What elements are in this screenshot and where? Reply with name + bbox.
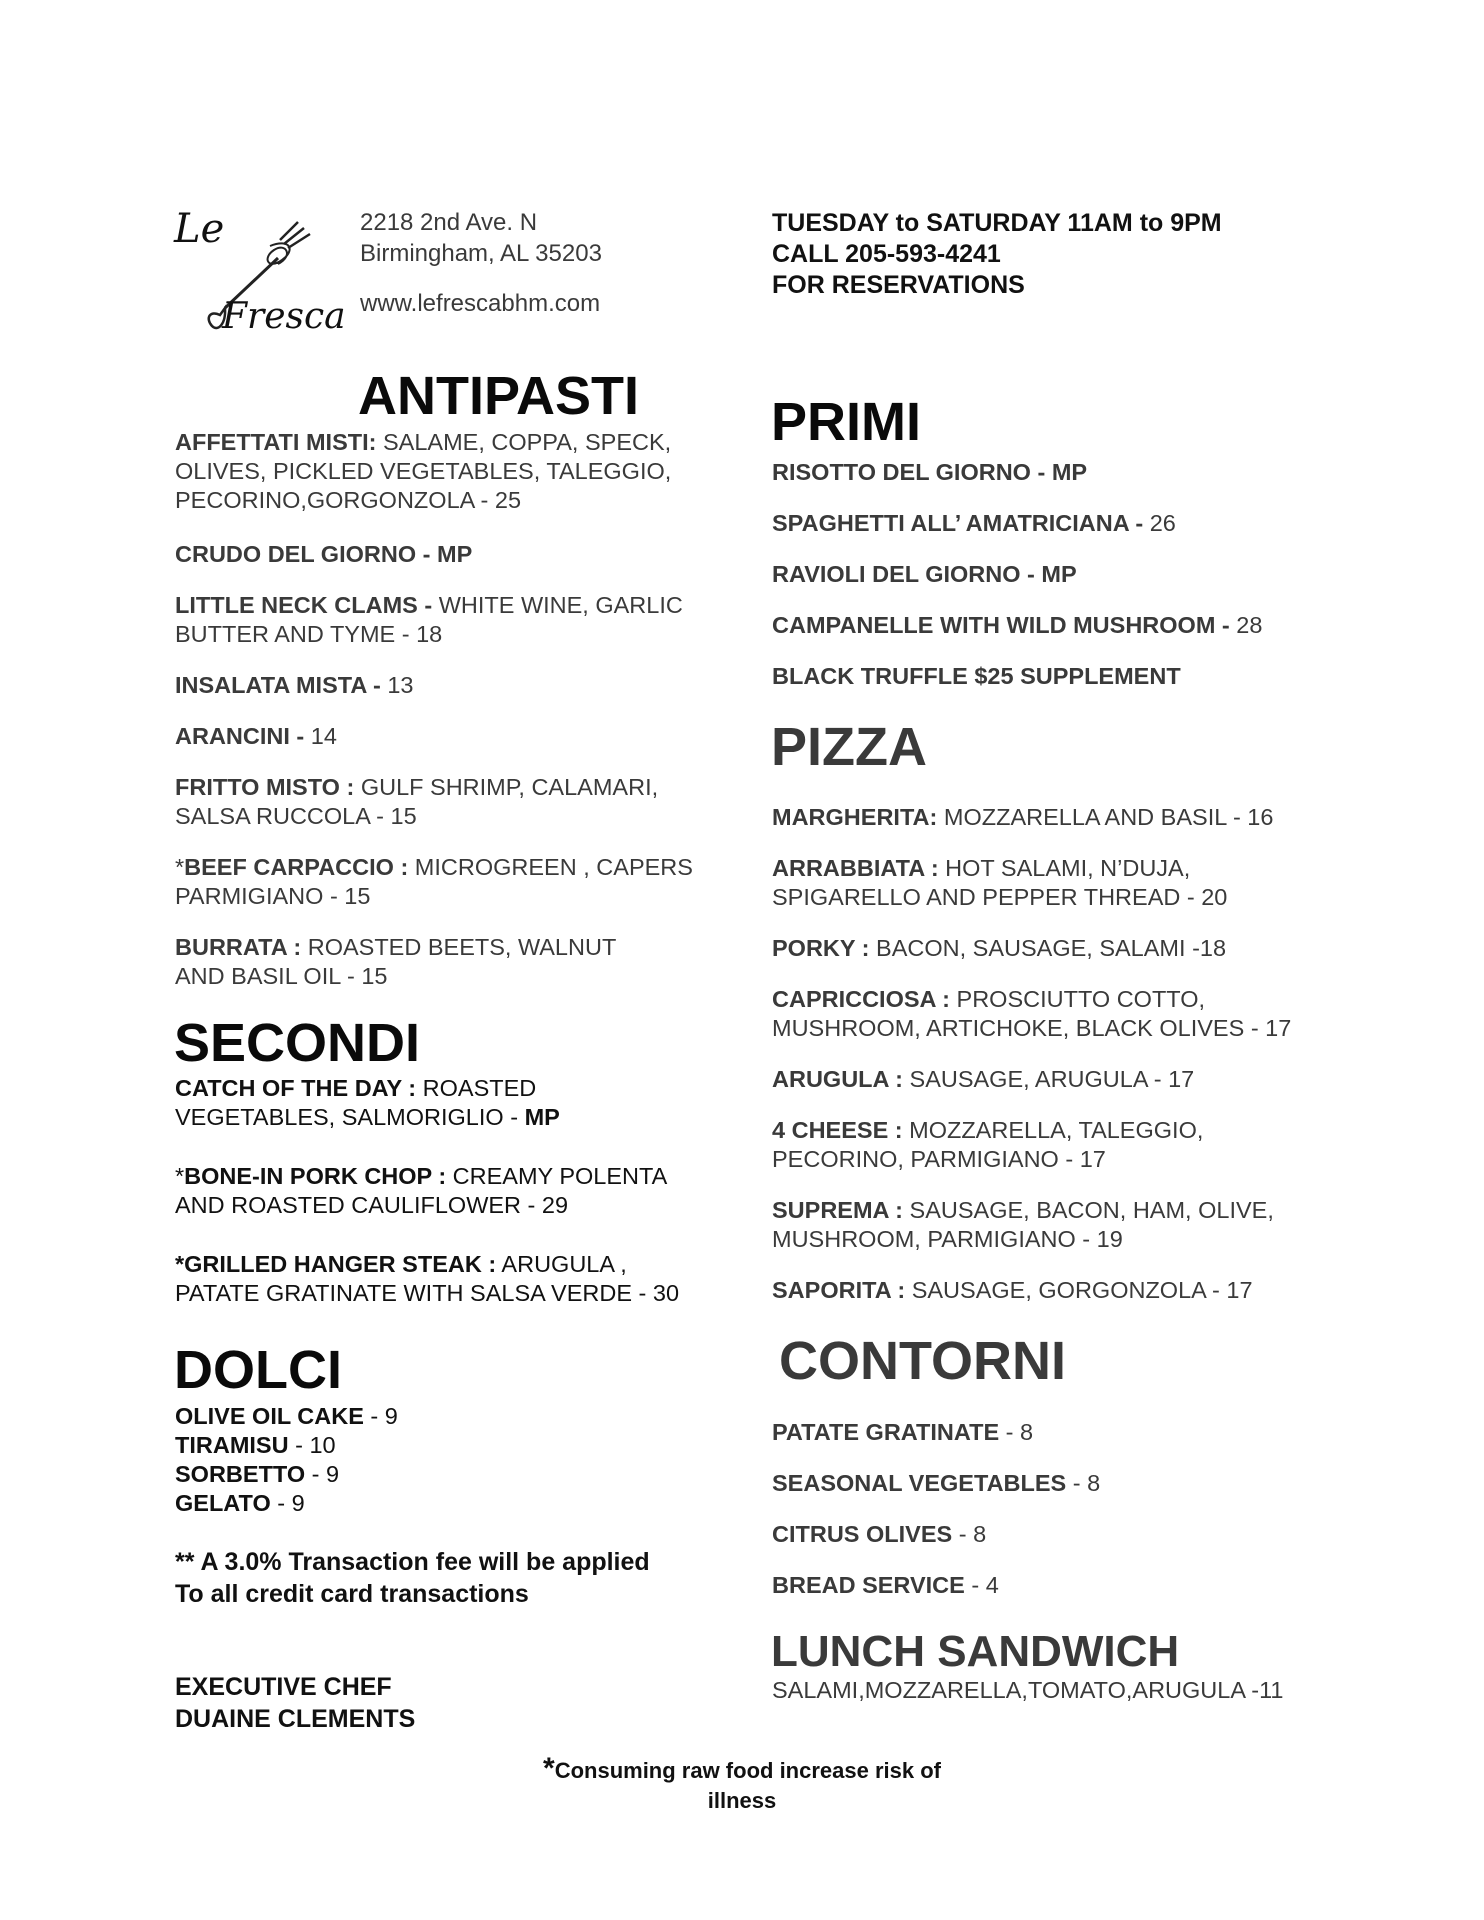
menu-item: SORBETTO - 9	[175, 1461, 340, 1487]
raw-food-disclaimer	[442, 1754, 1042, 1816]
menu-item: FRITTO MISTO : GULF SHRIMP, CALAMARI, SALSA RUCCOLA - 15	[175, 774, 659, 829]
menu-item: GELATO - 9	[175, 1490, 305, 1516]
menu-item: 4 CHEESE : MOZZARELLA, TALEGGIO, PECORINO, PARMIGIANO - 17	[772, 1117, 1204, 1172]
logo-script-le: Le	[174, 206, 225, 252]
primi-heading: PRIMI	[771, 392, 922, 452]
secondi-heading: SECONDI	[174, 1013, 421, 1073]
menu-item: INSALATA MISTA - 13	[175, 672, 414, 698]
hours-days: TUESDAY to SATURDAY 11AM to 9PM	[772, 209, 1222, 237]
address-city: Birmingham, AL 35203	[360, 240, 602, 267]
menu-item: OLIVE OIL CAKE - 9	[175, 1403, 398, 1429]
hours-phone: CALL 205-593-4241	[772, 240, 1001, 268]
menu-item: LITTLE NECK CLAMS - WHITE WINE, GARLIC BUTTER AND TYME - 18	[175, 592, 683, 647]
pizza-heading: PIZZA	[771, 717, 927, 777]
menu-item: ARUGULA : SAUSAGE, ARUGULA - 17	[772, 1066, 1195, 1092]
menu-item: RAVIOLI DEL GIORNO - MP	[772, 561, 1077, 587]
menu-item: BLACK TRUFFLE $25 SUPPLEMENT	[772, 663, 1181, 689]
disclaimer-line: illness	[707, 1788, 777, 1813]
disclaimer-asterisk: *	[543, 1752, 555, 1785]
menu-item: CAPRICCIOSA : PROSCIUTTO COTTO, MUSHROOM, ARTICHOKE, BLACK OLIVES - 17	[772, 986, 1292, 1041]
menu-item: TIRAMISU - 10	[175, 1432, 336, 1458]
chef-title: EXECUTIVE CHEF	[175, 1673, 392, 1701]
menu-item: BURRATA : ROASTED BEETS, WALNUT AND BASIL OIL - 15	[175, 934, 617, 989]
menu-item: AFFETTATI MISTI: SALAME, COPPA, SPECK, OLIVES, PICKLED VEGETABLES, TALEGGIO, PECORINO,GORGONZOLA - 25	[175, 429, 672, 513]
menu-item: BREAD SERVICE - 4	[772, 1572, 999, 1598]
fee-note-line: ** A 3.0% Transaction fee will be applied	[175, 1548, 650, 1576]
transaction-fee-note	[175, 1546, 650, 1610]
disclaimer-line: Consuming raw food increase risk of	[554, 1758, 941, 1783]
address-street: 2218 2nd Ave. N	[360, 209, 538, 236]
menu-item: SEASONAL VEGETABLES - 8	[772, 1470, 1101, 1496]
lunch-sandwich-heading: LUNCH SANDWICH	[771, 1627, 1180, 1676]
executive-chef	[175, 1671, 415, 1735]
lunch-sandwich-desc: SALAMI,MOZZARELLA,TOMATO,ARUGULA -11	[772, 1677, 1284, 1703]
menu-item: ARRABBIATA : HOT SALAMI, N’DUJA, SPIGARELLO AND PEPPER THREAD - 20	[772, 855, 1228, 910]
chef-name: DUAINE CLEMENTS	[175, 1705, 416, 1733]
menu-item: PORKY : BACON, SAUSAGE, SALAMI -18	[772, 935, 1227, 961]
website-link[interactable]: www.lefrescabhm.com	[360, 290, 601, 317]
menu-item: CRUDO DEL GIORNO - MP	[175, 541, 473, 567]
menu-item: SPAGHETTI ALL’ AMATRICIANA - 26	[772, 510, 1176, 536]
menu-item: SAPORITA : SAUSAGE, GORGONZOLA - 17	[772, 1277, 1253, 1303]
menu-item: *BONE-IN PORK CHOP : CREAMY POLENTA AND ROASTED CAULIFLOWER - 29	[175, 1163, 668, 1218]
menu-item: *GRILLED HANGER STEAK : ARUGULA , PATATE GRATINATE WITH SALSA VERDE - 30	[175, 1251, 680, 1306]
address-block	[360, 207, 602, 319]
menu-item: SUPREMA : SAUSAGE, BACON, HAM, OLIVE, MUSHROOM, PARMIGIANO - 19	[772, 1197, 1274, 1252]
menu-item: ARANCINI - 14	[175, 723, 337, 749]
logo-script-fresca: Fresca	[222, 296, 346, 337]
hours-reservations: FOR RESERVATIONS	[772, 271, 1025, 299]
menu-item: MARGHERITA: MOZZARELLA AND BASIL - 16	[772, 804, 1274, 830]
fee-note-line: To all credit card transactions	[175, 1580, 529, 1608]
menu-item: PATATE GRATINATE - 8	[772, 1419, 1034, 1445]
menu-item: RISOTTO DEL GIORNO - MP	[772, 459, 1088, 485]
contorni-heading: CONTORNI	[779, 1331, 1067, 1391]
menu-item: CAMPANELLE WITH WILD MUSHROOM - 28	[772, 612, 1263, 638]
restaurant-logo	[170, 200, 346, 360]
menu-item: CATCH OF THE DAY : ROASTED VEGETABLES, SALMORIGLIO - MP	[175, 1075, 560, 1130]
dolci-heading: DOLCI	[174, 1340, 342, 1400]
antipasti-heading: ANTIPASTI	[358, 366, 639, 426]
dolci-list	[175, 1402, 398, 1518]
hours-block	[772, 208, 1222, 301]
menu-item: *BEEF CARPACCIO : MICROGREEN , CAPERS PARMIGIANO - 15	[175, 854, 693, 909]
menu-item: CITRUS OLIVES - 8	[772, 1521, 987, 1547]
